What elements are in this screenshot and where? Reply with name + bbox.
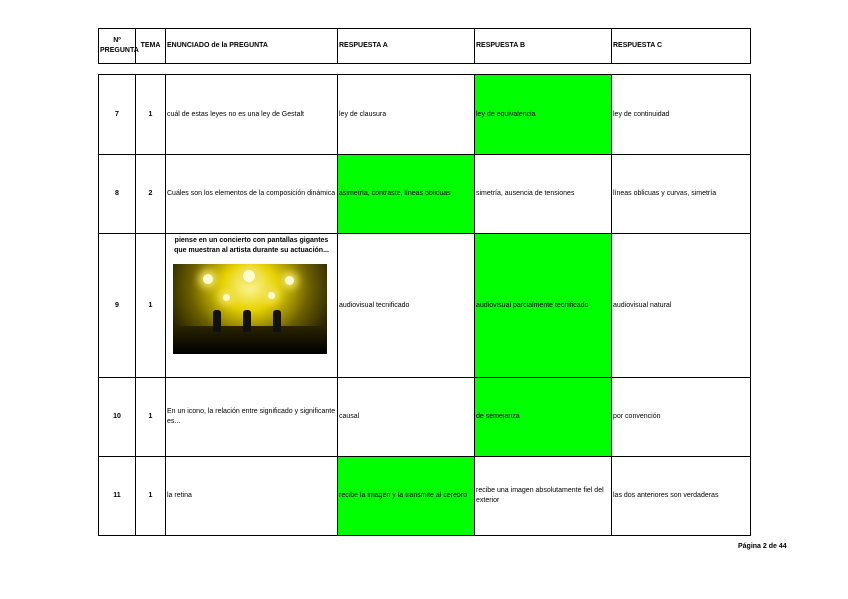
answer-c: líneas oblicuas y curvas, simetría	[612, 155, 751, 234]
stage-light	[285, 276, 294, 285]
stage-light	[243, 270, 255, 282]
table-row	[99, 378, 751, 457]
answer-c: audiovisual natural	[612, 234, 751, 378]
answer-a: causal	[338, 378, 475, 457]
question-cell	[166, 234, 338, 378]
answer-b: recibe una imagen absolutamente fiel del exterior	[475, 457, 612, 536]
performer-figure	[243, 310, 251, 332]
answer-c: ley de continuidad	[612, 75, 751, 155]
question-tema: 1	[136, 378, 166, 457]
header-resp-b: RESPUESTA B	[475, 29, 612, 64]
answer-a: audiovisual tecnificado	[338, 234, 475, 378]
header-enunciado: ENUNCIADO de la PREGUNTA	[166, 29, 338, 64]
question-tema: 1	[136, 457, 166, 536]
stage-light	[223, 294, 230, 301]
header-resp-a: RESPUESTA A	[338, 29, 475, 64]
question-text: En un icono, la relación entre significado y significante es...	[166, 378, 338, 457]
answer-a: ley de clausura	[338, 75, 475, 155]
question-text: piense en un concierto con pantallas gigantes que muestran al artista durante su actuación...	[174, 237, 329, 254]
answer-a-correct: asimetría, contraste, líneas oblicuas	[338, 155, 475, 234]
question-text: Cuáles son los elementos de la composición dinámica	[166, 155, 338, 234]
page-number: Página 2 de 44	[738, 543, 787, 550]
question-tema: 2	[136, 155, 166, 234]
stage-light	[203, 274, 213, 284]
header-tema: TEMA	[136, 29, 166, 64]
header-resp-c: RESPUESTA C	[612, 29, 751, 64]
answer-b: simetría, ausencia de tensiones	[475, 155, 612, 234]
answer-b-correct: audiovisual parcialmente tecnificado	[475, 234, 612, 378]
answer-a-correct: recibe la imagen y la transmite al cerebro	[338, 457, 475, 536]
answer-b-correct: de semejanza	[475, 378, 612, 457]
header-row	[99, 29, 751, 64]
header-num: Nº PREGUNTA	[99, 29, 136, 64]
answer-c: por convención	[612, 378, 751, 457]
question-tema: 1	[136, 75, 166, 155]
performer-figure	[273, 310, 281, 332]
question-text: la retina	[166, 457, 338, 536]
table-row	[99, 75, 751, 155]
questions-table	[98, 74, 751, 536]
question-num: 10	[99, 378, 136, 457]
performer-figure	[213, 310, 221, 332]
question-num: 8	[99, 155, 136, 234]
question-num: 11	[99, 457, 136, 536]
question-tema: 1	[136, 234, 166, 378]
question-num: 9	[99, 234, 136, 378]
table-row	[99, 457, 751, 536]
question-num: 7	[99, 75, 136, 155]
question-text: cuál de estas leyes no es una ley de Gestalt	[166, 75, 338, 155]
answer-b-correct: ley de equivalencia	[475, 75, 612, 155]
stage-light	[268, 292, 275, 299]
answer-c: las dos anteriores son verdaderas	[612, 457, 751, 536]
header-table	[98, 28, 751, 64]
table-row	[99, 234, 751, 378]
table-row	[99, 155, 751, 234]
concert-photo	[173, 264, 327, 354]
